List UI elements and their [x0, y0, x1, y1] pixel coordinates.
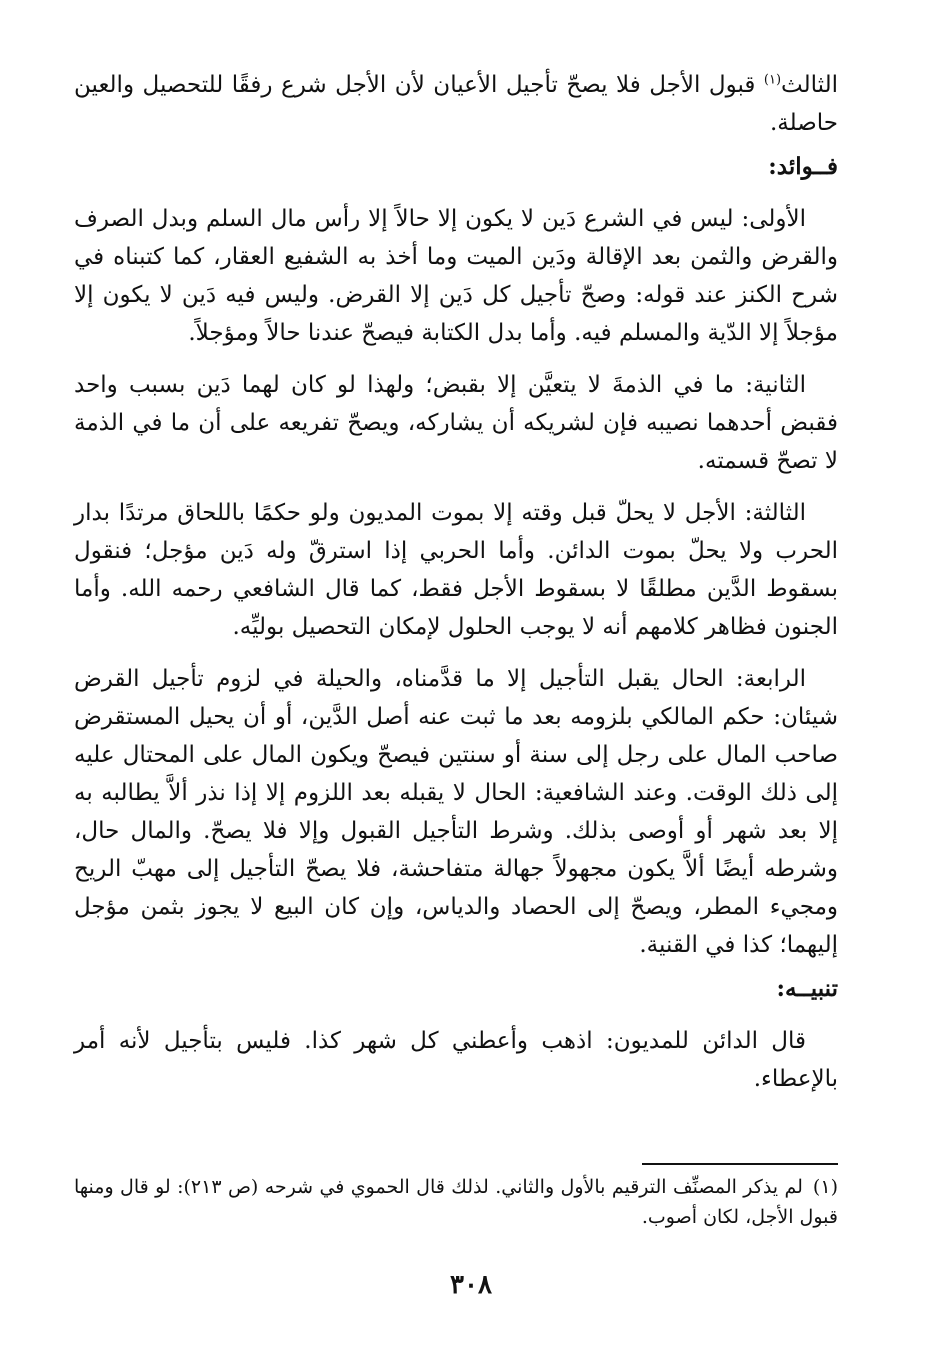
- heading-tanbih: تنبيــه:: [776, 975, 838, 1002]
- paragraph-third-benefit: الثالثة: الأجل لا يحلّ قبل وقته إلا بموت المديون ولو حكمًا باللحاق مرتدًا بدار الحرب ولا يحلّ بموت الدائن. وأما الحربي إذا استرقّ وله دَين مؤجل؛ فنقول بسقوط الدَّين مطلقًا لا بسقوط الأجل فقط، كما قال الشافعي رحمه الله. وأما الجنون فظاهر كلامهم أنه لا يوجب الحلول لإمكان التحصيل بوليِّه.: [74, 500, 838, 640]
- third-lead-word: الثالث: [781, 72, 838, 98]
- footnote-marker[interactable]: (١): [763, 72, 782, 88]
- paragraph-notice: قال الدائن للمديون: اذهب وأعطني كل شهر كذا. فليس بتأجيل لأنه أمر بالإعطاء.: [74, 1028, 838, 1092]
- footnote: [74, 1172, 838, 1232]
- paragraph-second-benefit: الثانية: ما في الذمةَ لا يتعيَّن إلا بقبض؛ ولهذا لو كان لهما دَين بسبب واحد فقبض أحدهما نصيبه فإن لشريكه أن يشاركه، ويصحّ تفريعه على أن ما في الذمة لا تصحّ قسمته.: [74, 372, 838, 474]
- page-number: ٣٠٨: [450, 1270, 492, 1300]
- paragraph-first-benefit: الأولى: ليس في الشرع دَين لا يكون إلا حالاً إلا رأس مال السلم وبدل الصرف والقرض والثمن بعد الإقالة ودَين الميت وما أخذ به الشفيع العقار، كما كتبناه في شرح الكنز عند قوله: وصحّ تأجيل كل دَين إلا القرض. وليس فيه دَين لا يكون إلا مؤجلاً إلا الدّية والمسلم فيه. وأما بدل الكتابة فيصحّ عندنا حالاً ومؤجلاً.: [74, 206, 838, 346]
- third-text: قبول الأجل فلا يصحّ تأجيل الأعيان لأن الأجل شرع رفقًا للتحصيل والعين حاصلة.: [74, 72, 838, 136]
- paragraph-third: [74, 66, 838, 142]
- heading-fawaid: فــوائد:: [768, 153, 838, 180]
- footnote-text: لم يذكر المصنِّف الترقيم بالأول والثاني. لذلك قال الحموي في شرحه (ص ٢١٣): لو قال ومنها قبول الأجل، لكان أصوب.: [74, 1176, 838, 1228]
- footnote-number: (١): [812, 1176, 838, 1198]
- paragraph-fourth-benefit: الرابعة: الحال يقبل التأجيل إلا ما قدَّمناه، والحيلة في لزوم تأجيل القرض شيئان: حكم المالكي بلزومه بعد ما ثبت عنه أصل الدَّين، أو أن يحيل المستقرض صاحب المال على رجل إلى سنة أو سنتين فيصحّ ويكون المال على المحتال عليه إلى ذلك الوقت. وعند الشافعية: الحال لا يقبله بعد اللزوم إلا إذا نذر ألاَّ يطالبه به إلا بعد شهر أو أوصى بذلك. وشرط التأجيل القبول وإلا فلا يصحّ. والمال حال، وشرطه أيضًا ألاَّ يكون مجهولاً جهالة متفاحشة، فلا يصحّ التأجيل إلى مهبّ الريح ومجيء المطر، ويصحّ إلى الحصاد والدياس، وإن كان البيع لا يجوز بثمن مؤجل إليهما؛ كذا في القنية.: [74, 666, 838, 958]
- footnote-divider: [642, 1163, 838, 1165]
